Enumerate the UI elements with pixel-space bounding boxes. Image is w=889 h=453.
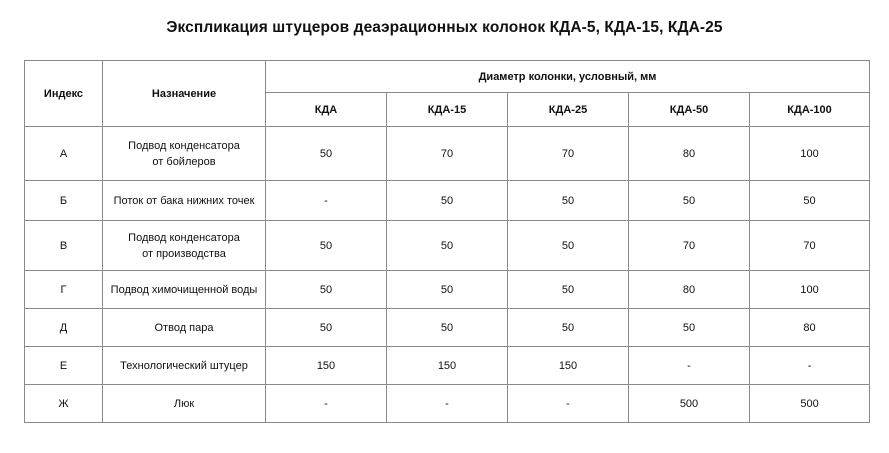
diameter-value: 50 <box>387 309 508 347</box>
table-row <box>25 181 870 221</box>
row-purpose <box>103 221 266 271</box>
header-column: КДА-50 <box>629 93 750 127</box>
diameter-value: 80 <box>629 127 750 181</box>
row-index: Г <box>25 271 103 309</box>
header-column: КДА-15 <box>387 93 508 127</box>
row-purpose <box>103 347 266 385</box>
table-row <box>25 127 870 181</box>
row-purpose <box>103 271 266 309</box>
table-row <box>25 385 870 423</box>
header-column: КДА <box>266 93 387 127</box>
row-purpose <box>103 385 266 423</box>
header-purpose: Назначение <box>103 61 266 127</box>
purpose-line: Отвод пара <box>154 321 214 334</box>
diameter-value: 70 <box>387 127 508 181</box>
purpose-line: Подвод химочищенной воды <box>110 283 258 296</box>
diameter-value: - <box>629 347 750 385</box>
header-index: Индекс <box>25 61 103 127</box>
nozzle-table <box>24 60 870 423</box>
diameter-value: 100 <box>750 271 870 309</box>
diameter-value: - <box>387 385 508 423</box>
table-row <box>25 347 870 385</box>
header-diameter: Диаметр колонки, условный, мм <box>266 61 870 93</box>
diameter-value: 100 <box>750 127 870 181</box>
table-body <box>25 127 870 423</box>
diameter-value: 50 <box>387 181 508 221</box>
purpose-line: Поток от бака нижних точек <box>113 194 255 207</box>
purpose-line: Люк <box>173 397 195 410</box>
purpose-line: Подвод конденсатора <box>128 231 240 244</box>
diameter-value: 150 <box>266 347 387 385</box>
diameter-value: 150 <box>387 347 508 385</box>
row-index: В <box>25 221 103 271</box>
diameter-value: 500 <box>629 385 750 423</box>
diameter-value: 70 <box>629 221 750 271</box>
diameter-value: - <box>750 347 870 385</box>
diameter-value: 50 <box>266 221 387 271</box>
diameter-value: - <box>266 181 387 221</box>
diameter-value: 50 <box>508 181 629 221</box>
row-index: Д <box>25 309 103 347</box>
diameter-value: 50 <box>750 181 870 221</box>
diameter-value: 50 <box>387 221 508 271</box>
row-purpose <box>103 127 266 181</box>
row-index: Б <box>25 181 103 221</box>
diameter-value: 50 <box>266 309 387 347</box>
header-column: КДА-100 <box>750 93 870 127</box>
header-column: КДА-25 <box>508 93 629 127</box>
row-index: Ж <box>25 385 103 423</box>
diameter-value: 50 <box>508 309 629 347</box>
diameter-value: 80 <box>750 309 870 347</box>
purpose-line: от производства <box>142 247 226 260</box>
purpose-line: Технологический штуцер <box>120 359 248 372</box>
table-row <box>25 309 870 347</box>
table-row <box>25 221 870 271</box>
diameter-value: 50 <box>508 221 629 271</box>
diameter-value: 70 <box>508 127 629 181</box>
diameter-value: 50 <box>266 271 387 309</box>
row-index: Е <box>25 347 103 385</box>
diameter-value: 500 <box>750 385 870 423</box>
table-row <box>25 271 870 309</box>
diameter-value: 50 <box>266 127 387 181</box>
row-index: А <box>25 127 103 181</box>
diameter-value: 50 <box>508 271 629 309</box>
diameter-value: 50 <box>629 309 750 347</box>
diameter-value: - <box>266 385 387 423</box>
diameter-value: - <box>508 385 629 423</box>
diameter-value: 150 <box>508 347 629 385</box>
purpose-line: от бойлеров <box>152 155 216 168</box>
purpose-line: Подвод конденсатора <box>128 139 240 152</box>
table-title: Экспликация штуцеров деаэрационных колонок КДА-5, КДА-15, КДА-25 <box>166 19 723 36</box>
diameter-value: 50 <box>387 271 508 309</box>
diameter-value: 70 <box>750 221 870 271</box>
diameter-value: 50 <box>629 181 750 221</box>
row-purpose <box>103 309 266 347</box>
diameter-value: 80 <box>629 271 750 309</box>
row-purpose <box>103 181 266 221</box>
